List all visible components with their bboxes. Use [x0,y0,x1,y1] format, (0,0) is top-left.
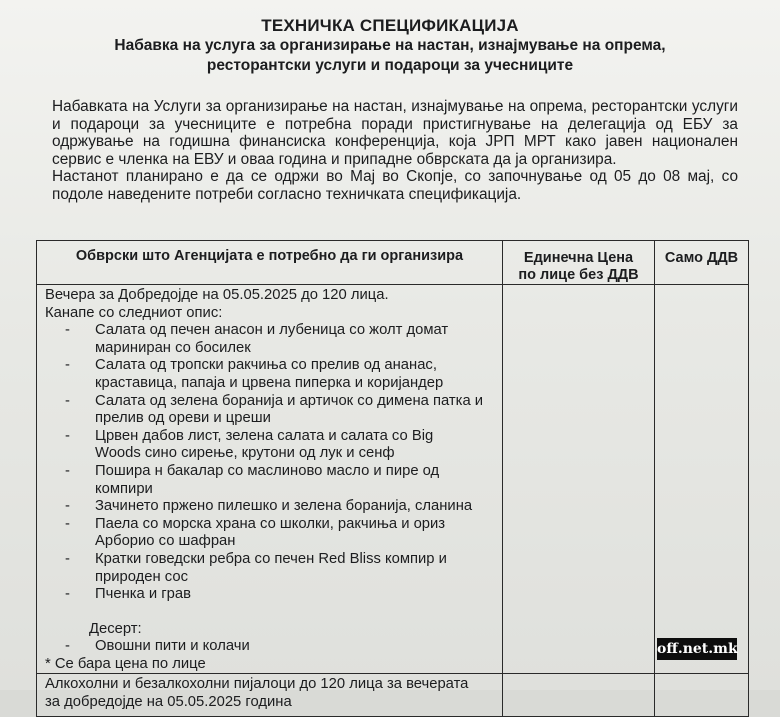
drinks-line2: за добредојде на 05.05.2025 година [45,694,292,711]
list-item: - Овошни пити и колачи [45,638,494,656]
header-unit-price-line1: Единечна Цена [523,250,634,266]
document-title: ТЕХНИЧКА СПЕЦИФИКАЦИЈА [261,16,519,35]
header-unit-price [503,241,655,285]
list-item: - Кратки говедски ребра со печен Red Bliss компир и природен сос [45,551,494,586]
intro-text [52,98,738,204]
welcome-dinner-cell [37,285,503,674]
intro-paragraph-1: Набавката на Услуги за организирање на настан, изнајмување на опрема, ресторантски услуги и подароци за учесниците е потребна поради пристигнување на делегација од ЕБУ за одржување на годишна финансиска конференција, која ЈРП МРТ како јавен национален сервис е членка на ЕВУ и оваа година и припадне обврската да ја организира. [52,98,738,168]
header-unit-price-line2: по лице без ДДВ [518,267,639,283]
list-item: - Паела со морска храна со школки, ракчиња и ориз Арборио со шафран [45,516,494,551]
dessert-list [45,638,494,656]
canape-list [45,322,494,604]
header-vat-only: Само ДДВ [655,241,749,285]
table-row [37,674,749,717]
document-subtitle-line2: ресторантски услуги и подароци за учесниците [206,57,574,74]
price-note: * Се бара цена по лице [45,655,206,672]
specification-table [36,240,749,717]
vat-cell [655,285,749,674]
list-item: - Салата од тропски ракчиња со прелив од ананас, краставица, папаја и црвена пиперка и коријандер [45,357,494,392]
list-item: - Салата од зелена боранија и артичок со димена патка и прелив од ореви и цреши [45,393,494,428]
header-description: Обврски што Агенцијата е потребно да ги организира [37,241,503,285]
watermark-logo: off.net.mk [657,638,737,660]
unit-price-cell [503,285,655,674]
document-subtitle-line1: Набавка на услуга за организирање на настан, изнајмување на опрема, [114,37,666,54]
welcome-dinner-line: Вечера за Добредојде на 05.05.2025 до 120 лица. [45,287,389,303]
canape-intro-line: Канапе со следниот опис: [45,304,223,321]
list-item: - Зачинето пржено пилешко и зелена боранија, сланина [45,498,494,516]
vat-cell [655,674,749,717]
intro-paragraph-2: Настанот планирано е да се одржи во Мај во Скопје, со започнување од 05 до 08 мај, со подоле наведените потреби согласно техничката спецификација. [52,168,738,203]
list-item: - Пошира н бакалар со маслиново масло и пире од компири [45,463,494,498]
drinks-line1: Алкохолни и безалкохолни пијалоци до 120 лица за вечерата [45,676,469,693]
drinks-cell [37,674,503,717]
list-item: - Пченка и грав [45,586,494,604]
dessert-label: Десерт: [89,620,142,637]
list-item: - Салата од печен анасон и лубеница со жолт домат мариниран со босилек [45,322,494,357]
list-item: - Црвен дабов лист, зелена салата и салата со Big Woods сино сирење, крутони од лук и сенф [45,428,494,463]
unit-price-cell [503,674,655,717]
table-row [37,285,749,674]
